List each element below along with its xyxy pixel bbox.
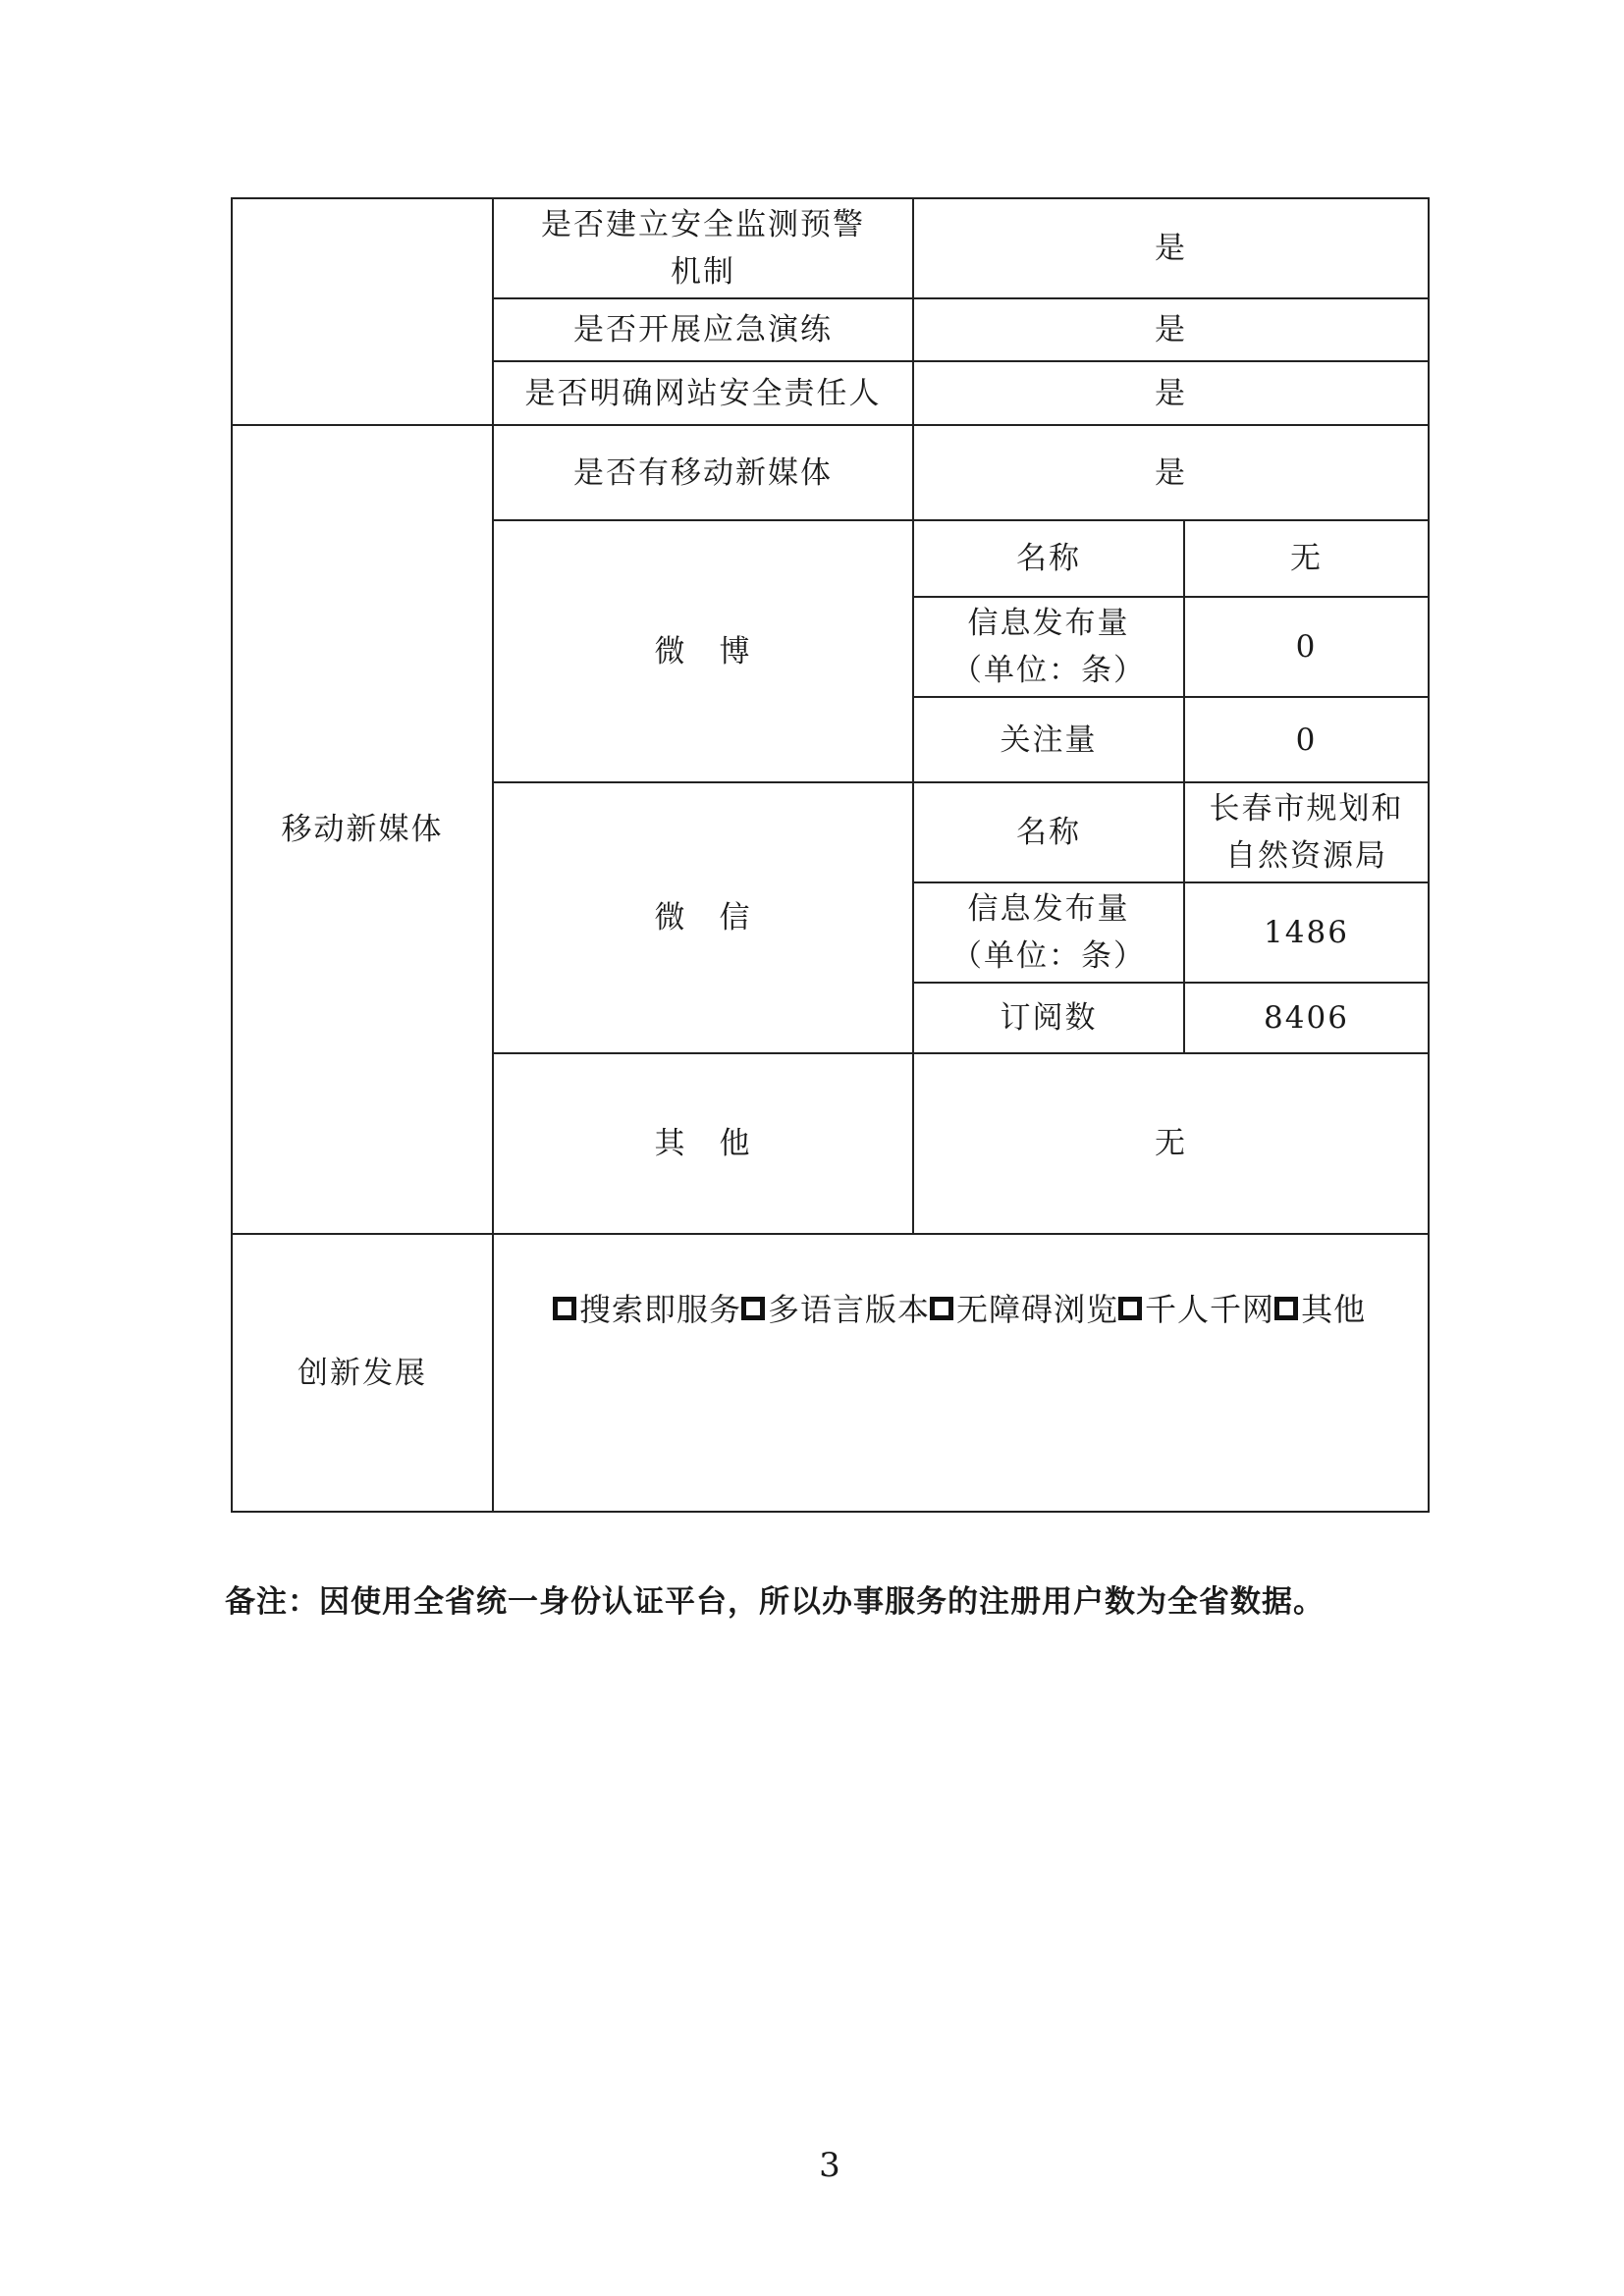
other-media-value: 无 (913, 1053, 1429, 1234)
weibo-posts-value: 0 (1184, 597, 1429, 697)
innovation-section-label: 创新发展 (232, 1234, 493, 1512)
wechat-subscribers-label: 订阅数 (913, 983, 1184, 1053)
other-media-label: 其 他 (493, 1053, 913, 1234)
checkbox-icon (1118, 1297, 1142, 1320)
remark-note: 备注：因使用全省统一身份认证平台，所以办事服务的注册用户数为全省数据。 (225, 1584, 1325, 1620)
wechat-name-value: 长春市规划和 自然资源局 (1184, 782, 1429, 882)
mobile-media-section-label: 移动新媒体 (232, 425, 493, 1234)
option-accessibility[interactable]: 无障碍浏览 (930, 1286, 1118, 1333)
security-officer-value: 是 (913, 361, 1429, 425)
checkbox-icon (930, 1297, 953, 1320)
has-mobile-media-label: 是否有移动新媒体 (493, 425, 913, 520)
weibo-followers-label: 关注量 (913, 697, 1184, 782)
page-number: 3 (819, 2146, 840, 2185)
option-personalized[interactable]: 千人千网 (1118, 1286, 1274, 1333)
innovation-options (553, 1292, 1366, 1329)
wechat-subscribers-value: 8406 (1184, 983, 1429, 1053)
weibo-posts-label: 信息发布量 （单位：条） (913, 597, 1184, 697)
checkbox-icon (741, 1297, 765, 1320)
security-monitoring-label: 是否建立安全监测预警 机制 (493, 198, 913, 298)
security-section-cell (232, 198, 493, 425)
wechat-posts-value: 1486 (1184, 882, 1429, 983)
report-table (231, 197, 1430, 1513)
has-mobile-media-value: 是 (913, 425, 1429, 520)
wechat-label: 微 信 (493, 782, 913, 1053)
weibo-name-value: 无 (1184, 520, 1429, 597)
weibo-followers-value: 0 (1184, 697, 1429, 782)
option-search-as-service[interactable]: 搜索即服务 (553, 1286, 741, 1333)
option-other[interactable]: 其他 (1274, 1286, 1366, 1333)
security-monitoring-value: 是 (913, 198, 1429, 298)
security-officer-label: 是否明确网站安全责任人 (493, 361, 913, 425)
weibo-name-label: 名称 (913, 520, 1184, 597)
emergency-drill-label: 是否开展应急演练 (493, 298, 913, 361)
wechat-posts-label: 信息发布量 （单位：条） (913, 882, 1184, 983)
option-multilingual[interactable]: 多语言版本 (741, 1286, 930, 1333)
emergency-drill-value: 是 (913, 298, 1429, 361)
wechat-name-label: 名称 (913, 782, 1184, 882)
innovation-options-cell (493, 1234, 1429, 1512)
checkbox-icon (1274, 1297, 1298, 1320)
checkbox-icon (553, 1297, 576, 1320)
weibo-label: 微 博 (493, 520, 913, 782)
